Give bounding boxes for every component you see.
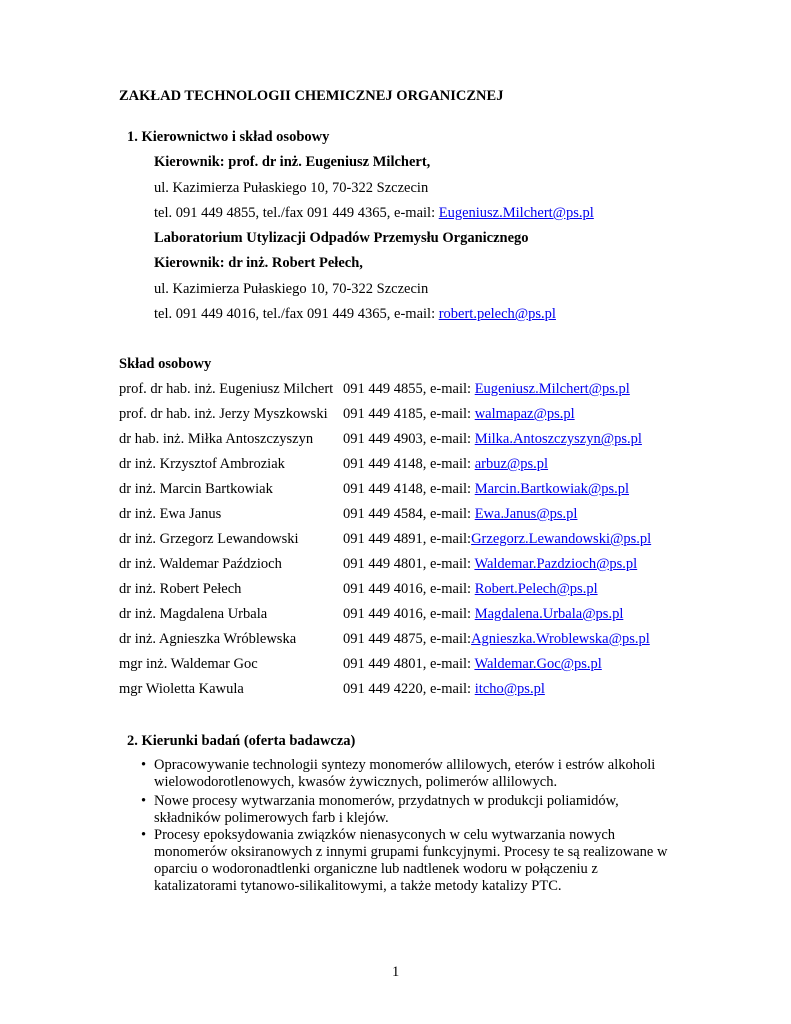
lab-address: ul. Kazimierza Pułaskiego 10, 70-322 Szczecin — [154, 281, 429, 297]
lab-head-label: Kierownik: dr inż. Robert Pełech, — [154, 255, 363, 271]
page-title: ZAKŁAD TECHNOLOGII CHEMICZNEJ ORGANICZNEJ — [119, 88, 504, 104]
staff-name: prof. dr hab. inż. Jerzy Myszkowski — [119, 406, 328, 422]
staff-email-link[interactable]: Magdalena.Urbala@ps.pl — [474, 606, 624, 622]
staff-contact — [343, 406, 575, 423]
head-contact — [154, 205, 594, 222]
staff-phone: 091 449 4148, e-mail: — [343, 456, 475, 472]
head-label: Kierownik: prof. dr inż. Eugeniusz Milchert, — [154, 154, 431, 170]
staff-contact — [343, 506, 577, 523]
staff-contact — [343, 581, 598, 598]
staff-phone: 091 449 4185, e-mail: — [343, 406, 475, 422]
staff-name: dr inż. Krzysztof Ambroziak — [119, 456, 285, 472]
research-item — [141, 757, 681, 791]
lab-name: Laboratorium Utylizacji Odpadów Przemysłu Organicznego — [154, 230, 529, 246]
staff-name: mgr Wioletta Kawula — [119, 681, 244, 697]
staff-email-link[interactable]: Ewa.Janus@ps.pl — [474, 506, 578, 522]
staff-name: dr inż. Grzegorz Lewandowski — [119, 531, 299, 547]
staff-email-link[interactable]: itcho@ps.pl — [474, 681, 545, 697]
staff-contact — [343, 481, 629, 498]
staff-name: dr inż. Robert Pełech — [119, 581, 242, 597]
lab-email-link[interactable]: robert.pelech@ps.pl — [438, 306, 556, 322]
staff-contact — [343, 381, 630, 398]
staff-name: prof. dr hab. inż. Eugeniusz Milchert — [119, 381, 334, 397]
bullet-icon: • — [141, 793, 147, 809]
staff-email-link[interactable]: Robert.Pelech@ps.pl — [474, 581, 598, 597]
staff-name: dr inż. Magdalena Urbala — [119, 606, 268, 622]
staff-email-link[interactable]: Waldemar.Goc@ps.pl — [474, 656, 602, 672]
staff-phone: 091 449 4584, e-mail: — [343, 506, 475, 522]
staff-contact — [343, 456, 548, 473]
staff-contact — [343, 606, 623, 623]
research-item-text: Opracowywanie technologii syntezy monomerów allilowych, eterów i estrów alkoholi wielowodorotlenowych, kwasów żywicznych, polimerów allilowych. — [154, 757, 656, 790]
page-number: 1 — [392, 964, 400, 980]
head-email-link[interactable]: Eugeniusz.Milchert@ps.pl — [438, 205, 594, 221]
staff-email-link[interactable]: Waldemar.Pazdzioch@ps.pl — [474, 556, 638, 572]
staff-name: dr inż. Marcin Bartkowiak — [119, 481, 273, 497]
lab-contact-text: tel. 091 449 4016, tel./fax 091 449 4365, e-mail: — [154, 306, 439, 322]
staff-email-link[interactable]: Grzegorz.Lewandowski@ps.pl — [471, 531, 652, 547]
staff-heading: Skład osobowy — [119, 356, 212, 372]
section-heading-leadership: 1. Kierownictwo i skład osobowy — [127, 129, 330, 145]
staff-email-link[interactable]: Agnieszka.Wroblewska@ps.pl — [471, 631, 650, 647]
staff-email-link[interactable]: arbuz@ps.pl — [474, 456, 549, 472]
staff-contact — [343, 656, 602, 673]
staff-phone: 091 449 4801, e-mail: — [343, 556, 475, 572]
staff-email-link[interactable]: Marcin.Bartkowiak@ps.pl — [474, 481, 629, 497]
staff-name: mgr inż. Waldemar Goc — [119, 656, 258, 672]
staff-contact — [343, 556, 637, 573]
staff-phone: 091 449 4903, e-mail: — [343, 431, 475, 447]
staff-phone: 091 449 4148, e-mail: — [343, 481, 475, 497]
staff-email-link[interactable]: Eugeniusz.Milchert@ps.pl — [474, 381, 630, 397]
staff-contact — [343, 631, 650, 648]
staff-contact — [343, 681, 545, 698]
staff-phone: 091 449 4801, e-mail: — [343, 656, 475, 672]
lab-contact — [154, 306, 556, 323]
bullet-icon: • — [141, 757, 147, 773]
staff-phone: 091 449 4875, e-mail: — [343, 631, 472, 647]
staff-email-link[interactable]: walmapaz@ps.pl — [474, 406, 575, 422]
staff-phone: 091 449 4891, e-mail: — [343, 531, 472, 547]
research-item — [141, 827, 681, 895]
staff-name: dr inż. Waldemar Paździoch — [119, 556, 282, 572]
staff-contact — [343, 531, 651, 548]
staff-contact — [343, 431, 642, 448]
research-item-text: Procesy epoksydowania związków nienasyconych w celu wytwarzania nowych monomerów oksiranowych z innymi grupami funkcyjnymi. Procesy te są realizowane w oparciu o wodoronadtlenki organiczne lub nadtlenek wodoru w połączeniu z katalizatorami tytanowo-silikalitowymi, a także metody katalizy PTC. — [154, 827, 668, 894]
staff-phone: 091 449 4016, e-mail: — [343, 581, 475, 597]
head-contact-text: tel. 091 449 4855, tel./fax 091 449 4365, e-mail: — [154, 205, 439, 221]
staff-email-link[interactable]: Milka.Antoszczyszyn@ps.pl — [474, 431, 642, 447]
staff-phone: 091 449 4855, e-mail: — [343, 381, 475, 397]
staff-name: dr hab. inż. Miłka Antoszczyszyn — [119, 431, 314, 447]
staff-name: dr inż. Agnieszka Wróblewska — [119, 631, 297, 647]
staff-phone: 091 449 4220, e-mail: — [343, 681, 475, 697]
bullet-icon: • — [141, 827, 147, 843]
research-item-text: Nowe procesy wytwarzania monomerów, przydatnych w produkcji poliamidów, składników polimerowych farb i klejów. — [154, 793, 619, 826]
head-address: ul. Kazimierza Pułaskiego 10, 70-322 Szczecin — [154, 180, 429, 196]
research-item — [141, 793, 681, 827]
staff-phone: 091 449 4016, e-mail: — [343, 606, 475, 622]
section-heading-research: 2. Kierunki badań (oferta badawcza) — [127, 733, 356, 749]
staff-name: dr inż. Ewa Janus — [119, 506, 222, 522]
